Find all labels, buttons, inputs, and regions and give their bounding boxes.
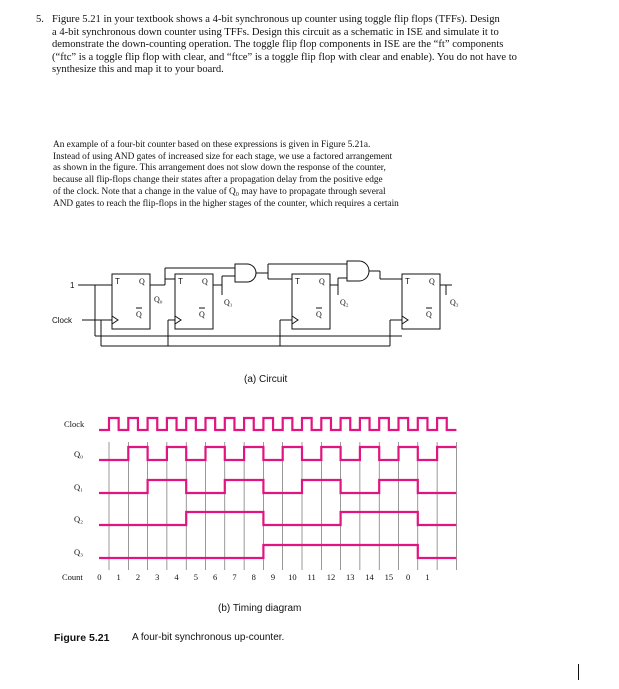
circuit-caption: (a) Circuit (244, 374, 288, 385)
count-label: 3 (155, 572, 160, 582)
question-line: synthesize this and map it to your board. (52, 64, 224, 76)
counter-circuit-diagram (0, 250, 619, 370)
count-label: 7 (232, 572, 237, 582)
ff-t-label: T (295, 277, 300, 286)
count-label: 0 (406, 572, 411, 582)
question-line: a 4-bit synchronous down counter using TFFs. Design this circuit as a schematic in ISE and simulate it to (52, 26, 499, 38)
count-label: 1 (116, 572, 121, 582)
text-cursor (578, 664, 579, 680)
question-number: 5. (36, 14, 44, 25)
q2-waveform (99, 512, 456, 525)
clock-signal-label: Clock (64, 419, 85, 429)
ff-q-label: Q (319, 277, 325, 286)
q2-output-label: Q₂ (340, 298, 349, 307)
question-text (36, 14, 576, 77)
count-label: 9 (270, 572, 276, 582)
count-label: 12 (326, 572, 336, 582)
q3-signal-label: Q₃ (74, 547, 84, 557)
q0-signal-label: Q₀ (74, 449, 84, 459)
count-label: 2 (135, 572, 141, 582)
ff-q-label: Q (202, 277, 208, 286)
q1-waveform (99, 480, 456, 493)
ff-t-label: T (405, 277, 410, 286)
q3-waveform (99, 545, 456, 558)
excerpt-line: because all flip-flops change their states after a propagation delay from the positive edge (53, 175, 383, 186)
figure-caption: A four-bit synchronous up-counter. (132, 632, 285, 643)
clock-input-label: Clock (52, 316, 73, 325)
excerpt-line: of the clock. Note that a change in the value of Q₀ may have to propagate through several (53, 186, 386, 197)
question-line: demonstrate the down-counting operation. The toggle flip flop components in ISE are the “ft” components (52, 39, 504, 51)
input-one-label: 1 (70, 281, 75, 290)
q3-output-label: Q₃ (450, 298, 459, 307)
count-label: 6 (213, 572, 218, 582)
excerpt-line: Instead of using AND gates of increased size for each stage, we use a factored arrangement (53, 151, 393, 162)
q0-output-label: Q₀ (154, 295, 163, 304)
q0-waveform (99, 447, 456, 460)
textbook-excerpt (53, 140, 473, 210)
q1-signal-label: Q₁ (74, 482, 84, 492)
ff-q-label: Q (139, 277, 145, 286)
ff-t-label: T (178, 277, 183, 286)
count-label: 10 (288, 572, 297, 582)
figure-label: Figure 5.21 (54, 632, 110, 644)
excerpt-line: An example of a four-bit counter based on these expressions is given in Figure 5.21a. (53, 140, 371, 150)
count-label: 14 (365, 572, 374, 582)
ff-t-label: T (115, 277, 120, 286)
ff-qbar-label: Q (316, 310, 322, 319)
count-label: 15 (384, 572, 394, 582)
count-label: 4 (174, 572, 179, 582)
ff-qbar-label: Q (136, 310, 142, 319)
timing-caption: (b) Timing diagram (218, 603, 302, 614)
clock-waveform (99, 418, 456, 430)
excerpt-line: as shown in the figure. This arrangement does not slow down the response of the counter, (53, 163, 386, 174)
count-label: 5 (193, 572, 198, 582)
count-label: 13 (346, 572, 355, 582)
count-label: 0 (97, 572, 102, 582)
count-label: 11 (307, 572, 316, 582)
ff-qbar-label: Q (426, 310, 432, 319)
excerpt-line: AND gates to reach the flip-flops in the higher stages of the counter, which requires a certain (53, 198, 399, 209)
question-line: Figure 5.21 in your textbook shows a 4-bit synchronous up counter using toggle flip flops (TFFs). Design (52, 14, 500, 25)
count-row-label: Count (62, 572, 83, 582)
q2-signal-label: Q₂ (74, 514, 84, 524)
ff-qbar-label: Q (199, 310, 205, 319)
ff-q-label: Q (429, 277, 435, 286)
timing-diagram (0, 400, 619, 600)
question-line: (“ftc” is a toggle flip flop with clear, and “ftce” is a toggle flip flop with clear and enable). You do not have to (52, 51, 517, 63)
count-label: 1 (425, 572, 430, 582)
count-label: 8 (251, 572, 256, 582)
q1-output-label: Q₁ (224, 298, 233, 307)
